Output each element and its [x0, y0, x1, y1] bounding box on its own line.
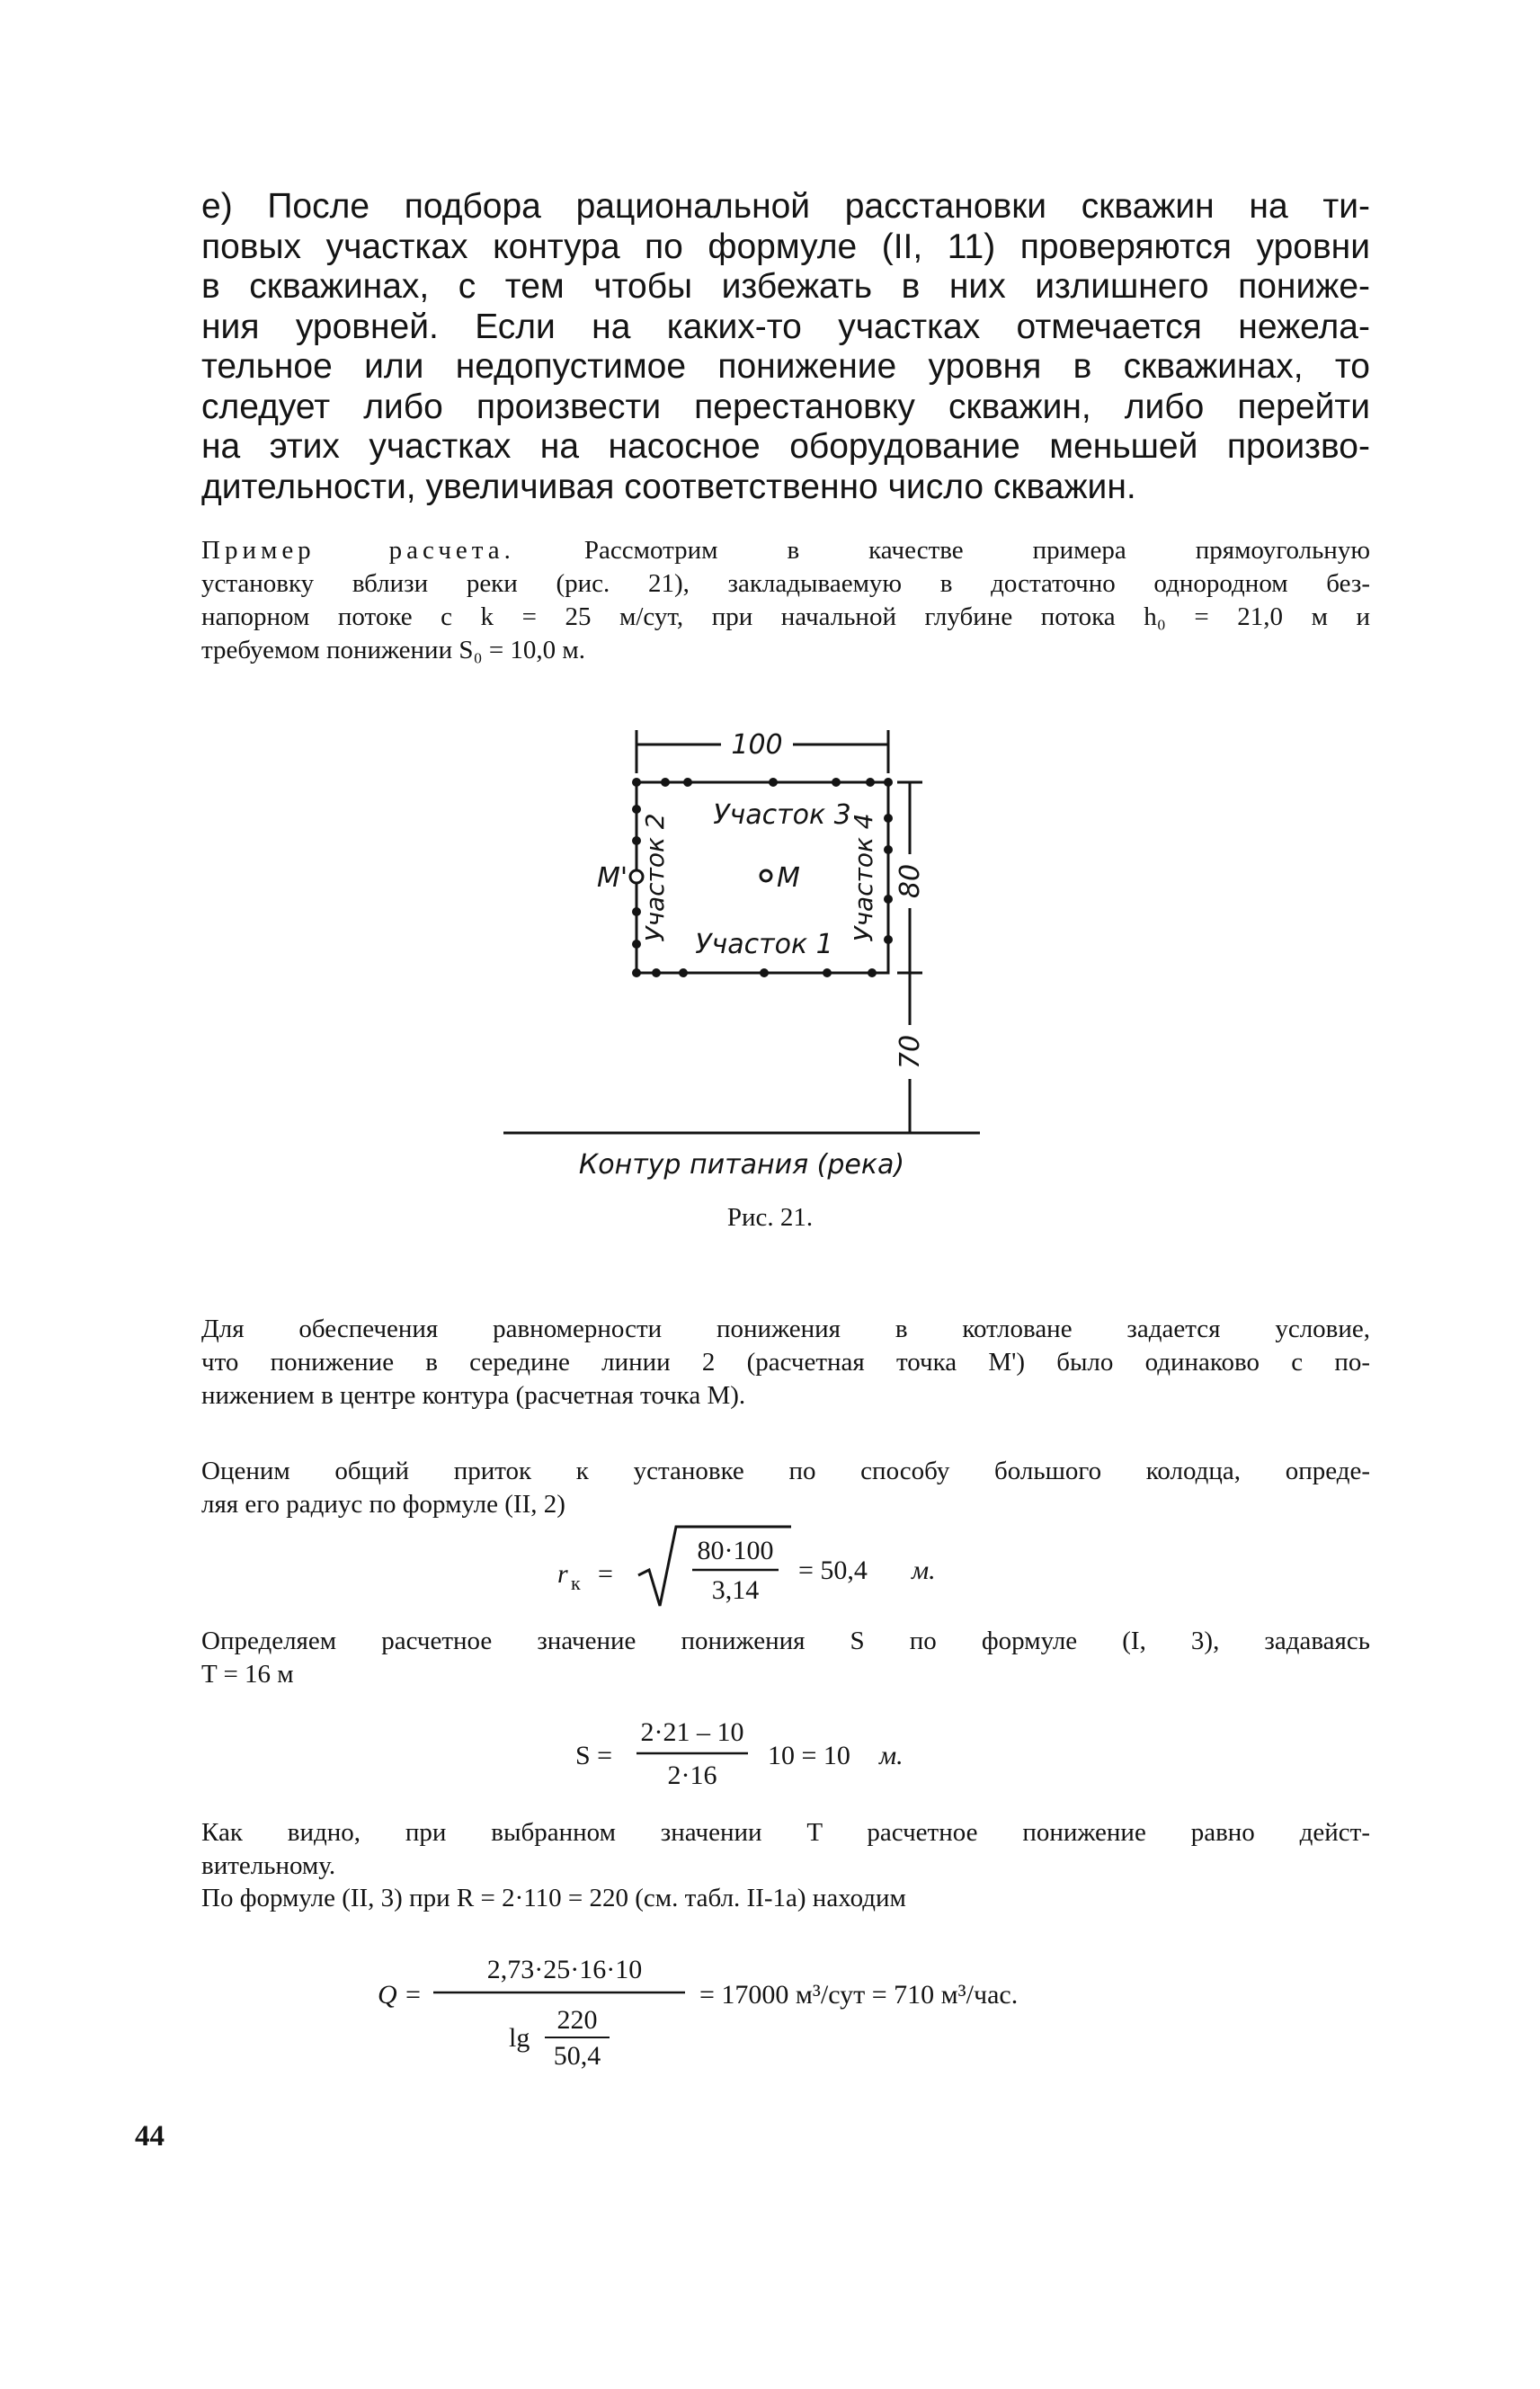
formula-lhs: r	[557, 1559, 568, 1589]
section-label-right: Участок 4	[849, 813, 878, 942]
page-number: 44	[135, 2120, 165, 2153]
well-point	[679, 968, 688, 977]
formula-intro	[201, 1882, 1370, 1915]
well-point	[832, 778, 841, 787]
text-line: ляя его радиус по формуле (II, 2)	[201, 1490, 565, 1519]
formula-lhs-subscript: к	[571, 1572, 581, 1594]
text-line: что понижение в середине линии 2 (расчетная точка M') было одинаково с по-	[201, 1348, 1370, 1377]
text-line: на этих участках на насосное оборудование меньшей произво-	[201, 427, 1370, 466]
section-label-left: Участок 2	[640, 813, 670, 942]
formula-denominator: 2·16	[667, 1761, 717, 1790]
formula-rk	[548, 1520, 962, 1618]
text-line: По формуле (II, 3) при R = 2·110 = 220 (см. табл. II-1а) находим	[201, 1884, 906, 1912]
formula-equals: =	[598, 1559, 613, 1589]
well-point	[769, 778, 778, 787]
well-point	[632, 778, 641, 787]
text-line: установку вблизи реки (рис. 21), закладываемую в достаточно однородном без-	[201, 569, 1370, 598]
figure-caption: Рис. 21.	[726, 1203, 814, 1232]
well-point	[884, 778, 893, 787]
formula-lhs: S =	[575, 1741, 613, 1770]
point-m	[761, 870, 771, 881]
text-line: е) После подбора рациональной расстановки скважин на ти-	[201, 187, 1370, 226]
formula-lhs: Q =	[378, 1980, 423, 2010]
dimension-label-right: 80	[895, 863, 926, 899]
well-point	[652, 968, 661, 977]
text-line: повых участках контура по формуле (II, 11) проверяются уровни	[201, 227, 1370, 266]
text-line: требуемом понижении S₀ = 10,0 м.	[201, 636, 586, 664]
formula-numerator: 80·100	[697, 1536, 774, 1565]
text-line: нижением в центре контура (расчетная точка M).	[201, 1381, 746, 1410]
formula-denominator: 3,14	[711, 1575, 760, 1605]
text-line: вительному.	[201, 1851, 336, 1880]
formula-result: = 17000 м³/сут = 710 м³/час.	[699, 1980, 1019, 2010]
text-line: дительности, увеличивая соответственно число скважин.	[201, 467, 1136, 506]
center-point-label: M	[777, 862, 800, 894]
text-line	[201, 534, 1370, 567]
formula-s	[575, 1708, 971, 1798]
well-layout-figure	[503, 719, 1007, 1187]
formula-unit: м.	[912, 1556, 936, 1585]
determine-paragraph	[201, 1625, 1370, 1691]
example-paragraph	[201, 534, 1370, 667]
result-paragraph	[201, 1816, 1370, 1883]
main-paragraph	[201, 187, 1370, 507]
example-heading: Пример расчета.	[201, 536, 515, 565]
text-line: в скважинах, с тем чтобы избежать в них излишнего пониже-	[201, 267, 1370, 306]
well-point	[760, 968, 769, 977]
dimension-label-top: 100	[731, 729, 783, 761]
text-line: Оценим общий приток к установке по способу большого колодца, опреде-	[201, 1457, 1370, 1485]
formula-result: = 50,4	[798, 1556, 868, 1585]
text-line: следует либо произвести перестановку скважин, либо перейти	[201, 387, 1370, 426]
text-line: ния уровней. Если на каких-то участках отмечается нежела-	[201, 307, 1370, 346]
text-line: Определяем расчетное значение понижения S по формуле (I, 3), задаваясь	[201, 1627, 1370, 1655]
river-label: Контур питания (река)	[578, 1149, 905, 1181]
estimate-paragraph	[201, 1455, 1370, 1521]
inner-denominator: 50,4	[553, 2041, 601, 2071]
text-line: тельное или недопустимое понижение уровня в скважинах, то	[201, 347, 1370, 386]
well-point	[884, 935, 893, 944]
formula-numerator: 2·21 – 10	[640, 1717, 744, 1747]
text-line: T = 16 м	[201, 1660, 294, 1689]
formula-numerator: 2,73·25·16·10	[486, 1955, 643, 1984]
well-point	[661, 778, 670, 787]
well-point	[683, 778, 692, 787]
well-point	[884, 895, 893, 904]
section-label-top: Участок 3	[713, 799, 851, 831]
well-point	[884, 814, 893, 823]
well-point	[632, 805, 641, 814]
text-line: Как видно, при выбранном значении T расчетное понижение равно дейст-	[201, 1818, 1370, 1847]
formula-result: 10 = 10	[768, 1741, 850, 1770]
example-text: Рассмотрим в качестве примера прямоугольную	[514, 536, 1370, 565]
condition-paragraph	[201, 1313, 1370, 1413]
text-line: Для обеспечения равномерности понижения в котловане задается условие,	[201, 1315, 1370, 1343]
well-point	[866, 778, 875, 787]
text-line: напорном потоке с k = 25 м/сут, при начальной глубине потока h₀ = 21,0 м и	[201, 602, 1370, 631]
lg-label: lg	[509, 2023, 530, 2053]
well-point	[632, 968, 641, 977]
well-point	[823, 968, 832, 977]
section-label-bottom: Участок 1	[695, 929, 833, 960]
well-point	[868, 968, 877, 977]
formula-unit: м.	[879, 1741, 904, 1770]
side-point-label: M'	[597, 862, 628, 894]
formula-q	[378, 1942, 1187, 2077]
inner-numerator: 220	[556, 2005, 598, 2035]
well-point	[884, 845, 893, 854]
dimension-label-bottom: 70	[895, 1034, 926, 1070]
